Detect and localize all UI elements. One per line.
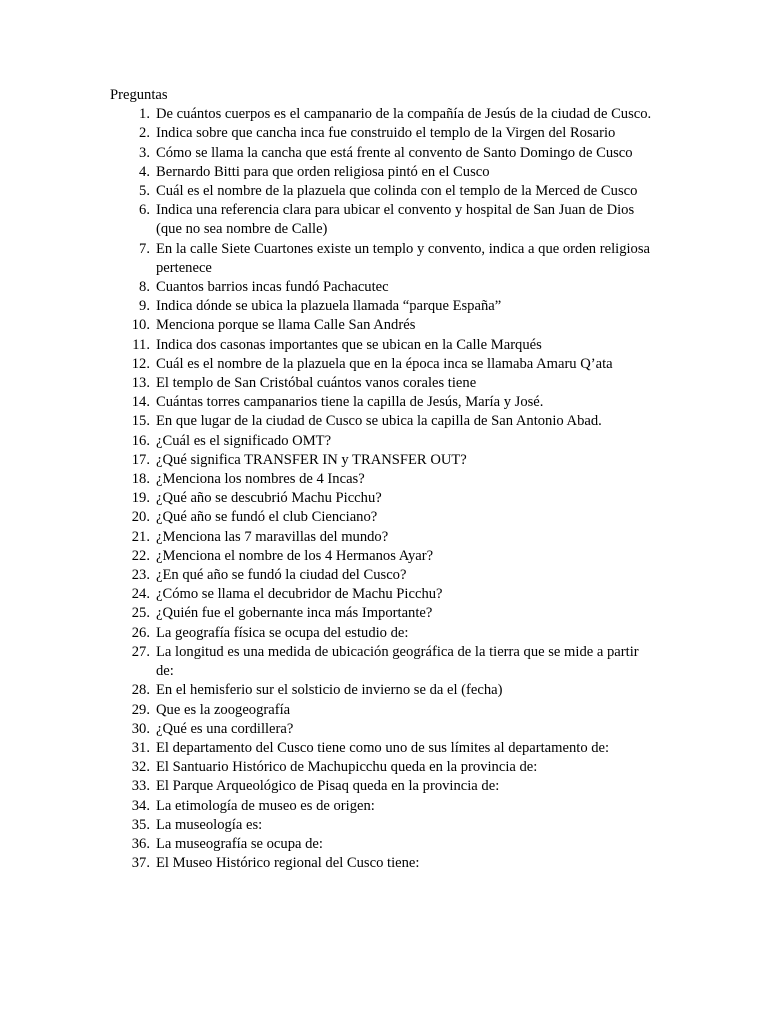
question-item: [110, 393, 655, 412]
question-item: [110, 835, 655, 854]
question-text: El Parque Arqueológico de Pisaq queda en la provincia de:: [156, 778, 500, 795]
question-text: ¿Menciona el nombre de los 4 Hermanos Ayar?: [156, 547, 434, 564]
question-number: 12.: [131, 355, 150, 372]
question-item: [110, 240, 655, 278]
question-text: Indica una referencia clara para ubicar el convento y hospital de San Juan de Dios (que no sea nombre de Calle): [156, 202, 635, 238]
question-text: De cuántos cuerpos es el campanario de la compañía de Jesús de la ciudad de Cusco.: [156, 106, 652, 123]
question-number: 14.: [131, 394, 150, 411]
question-number: 31.: [131, 739, 150, 756]
question-number: 25.: [131, 605, 150, 622]
question-number: 1.: [139, 106, 150, 123]
question-number: 18.: [131, 471, 150, 488]
question-item: [110, 201, 655, 239]
question-item: [110, 566, 655, 585]
question-text: La geografía física se ocupa del estudio de:: [156, 624, 409, 641]
question-number: 35.: [131, 816, 150, 833]
question-text: La etimología de museo es de origen:: [156, 797, 375, 814]
question-number: 22.: [131, 547, 150, 564]
question-number: 19.: [131, 490, 150, 507]
question-item: [110, 182, 655, 201]
question-number: 33.: [131, 778, 150, 795]
question-number: 10.: [131, 317, 150, 334]
question-item: [110, 681, 655, 700]
question-item: [110, 336, 655, 355]
question-text: ¿Qué año se fundó el club Cienciano?: [156, 509, 378, 526]
question-text: ¿En qué año se fundó la ciudad del Cusco?: [156, 567, 407, 584]
question-text: En la calle Siete Cuartones existe un templo y convento, indica a que orden religiosa pertenece: [156, 240, 651, 276]
question-number: 17.: [131, 451, 150, 468]
question-text: ¿Qué año se descubrió Machu Picchu?: [156, 490, 382, 507]
document-body: [110, 86, 655, 873]
question-item: [110, 758, 655, 777]
question-text: La museografía se ocupa de:: [156, 835, 323, 852]
question-item: [110, 816, 655, 835]
question-number: 11.: [132, 336, 150, 353]
question-item: [110, 355, 655, 374]
question-number: 29.: [131, 701, 150, 718]
question-item: [110, 624, 655, 643]
question-text: Cuántas torres campanarios tiene la capilla de Jesús, María y José.: [156, 394, 544, 411]
question-text: ¿Cómo se llama el decubridor de Machu Picchu?: [156, 586, 443, 603]
question-text: Cuál es el nombre de la plazuela que en la época inca se llamaba Amaru Q’ata: [156, 355, 613, 372]
question-item: [110, 489, 655, 508]
question-number: 36.: [131, 835, 150, 852]
question-text: En el hemisferio sur el solsticio de invierno se da el (fecha): [156, 682, 503, 699]
question-item: [110, 508, 655, 527]
question-text: Que es la zoogeografía: [156, 701, 291, 718]
question-text: En que lugar de la ciudad de Cusco se ubica la capilla de San Antonio Abad.: [156, 413, 602, 430]
question-number: 24.: [131, 586, 150, 603]
question-number: 37.: [131, 855, 150, 872]
question-number: 27.: [131, 643, 150, 660]
question-item: [110, 720, 655, 739]
question-number: 13.: [131, 375, 150, 392]
question-text: Indica dónde se ubica la plazuela llamada “parque España”: [156, 298, 502, 315]
question-text: ¿Cuál es el significado OMT?: [156, 432, 332, 449]
question-number: 15.: [131, 413, 150, 430]
question-number: 23.: [131, 567, 150, 584]
question-number: 2.: [139, 125, 150, 142]
question-item: [110, 528, 655, 547]
question-item: [110, 451, 655, 470]
question-text: ¿Qué es una cordillera?: [156, 720, 294, 737]
question-text: El templo de San Cristóbal cuántos vanos corales tiene: [156, 375, 477, 392]
question-item: [110, 316, 655, 335]
question-text: La museología es:: [156, 816, 263, 833]
questions-list: [110, 105, 655, 873]
question-item: [110, 797, 655, 816]
question-item: [110, 854, 655, 873]
question-text: Cuál es el nombre de la plazuela que colinda con el templo de la Merced de Cusco: [156, 183, 638, 200]
question-text: ¿Menciona las 7 maravillas del mundo?: [156, 528, 389, 545]
question-item: [110, 105, 655, 124]
question-number: 34.: [131, 797, 150, 814]
question-text: Indica dos casonas importantes que se ubican en la Calle Marqués: [156, 336, 542, 353]
question-item: [110, 432, 655, 451]
question-number: 21.: [131, 528, 150, 545]
question-number: 30.: [131, 720, 150, 737]
question-number: 9.: [139, 298, 150, 315]
question-number: 20.: [131, 509, 150, 526]
question-text: Cómo se llama la cancha que está frente al convento de Santo Domingo de Cusco: [156, 144, 633, 161]
question-number: 26.: [131, 624, 150, 641]
question-text: Bernardo Bitti para que orden religiosa pintó en el Cusco: [156, 163, 490, 180]
question-number: 16.: [131, 432, 150, 449]
question-item: [110, 777, 655, 796]
question-item: [110, 547, 655, 566]
question-item: [110, 739, 655, 758]
question-item: [110, 278, 655, 297]
question-item: [110, 412, 655, 431]
question-number: 8.: [139, 279, 150, 296]
question-text: ¿Quién fue el gobernante inca más Importante?: [156, 605, 433, 622]
question-text: ¿Menciona los nombres de 4 Incas?: [156, 471, 365, 488]
question-item: [110, 470, 655, 489]
question-item: [110, 643, 655, 681]
question-item: [110, 604, 655, 623]
document-heading: Preguntas: [110, 87, 168, 103]
question-number: 6.: [139, 202, 150, 219]
question-item: [110, 374, 655, 393]
question-text: La longitud es una medida de ubicación geográfica de la tierra que se mide a partir de:: [156, 643, 639, 680]
question-text: Indica sobre que cancha inca fue construido el templo de la Virgen del Rosario: [156, 125, 616, 142]
question-item: [110, 297, 655, 316]
question-text: El departamento del Cusco tiene como uno de sus límites al departamento de:: [156, 739, 610, 756]
question-number: 7.: [139, 240, 150, 257]
question-item: [110, 124, 655, 143]
question-text: El Santuario Histórico de Machupicchu queda en la provincia de:: [156, 759, 538, 776]
question-text: Cuantos barrios incas fundó Pachacutec: [156, 279, 389, 296]
question-number: 5.: [139, 183, 150, 200]
question-item: [110, 585, 655, 604]
question-text: ¿Qué significa TRANSFER IN y TRANSFER OUT?: [156, 451, 467, 468]
question-item: [110, 701, 655, 720]
question-text: Menciona porque se llama Calle San Andrés: [156, 317, 416, 334]
question-text: El Museo Histórico regional del Cusco tiene:: [156, 855, 420, 872]
question-number: 28.: [131, 682, 150, 699]
question-number: 4.: [139, 163, 150, 180]
question-item: [110, 163, 655, 182]
question-item: [110, 144, 655, 163]
question-number: 32.: [131, 759, 150, 776]
question-number: 3.: [139, 144, 150, 161]
